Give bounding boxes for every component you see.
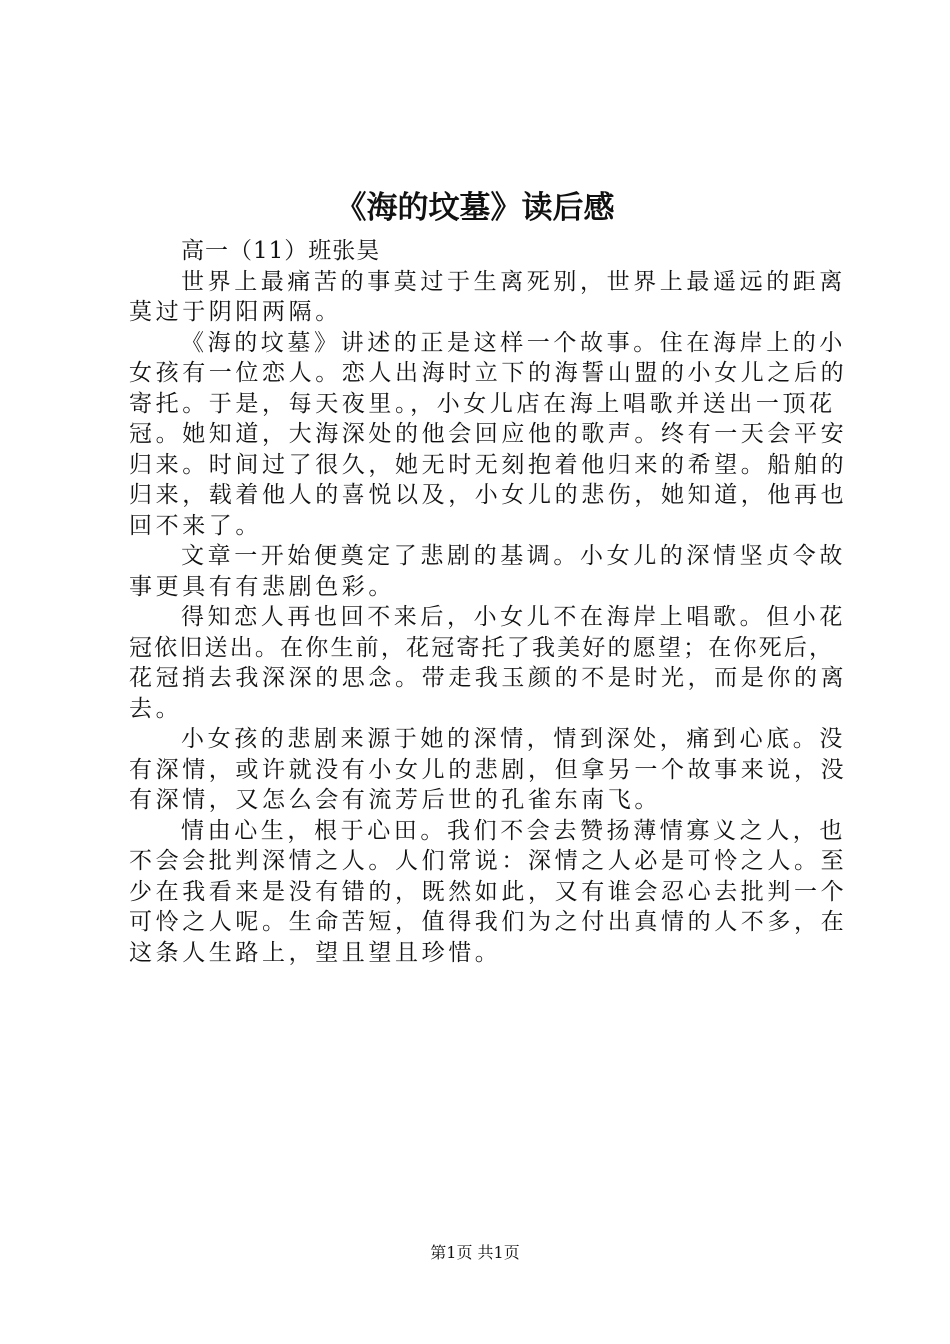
paragraph-line: 世界上最痛苦的事莫过于生离死别，世界上最遥远的距离 xyxy=(181,268,846,295)
paragraph-line: 冠依旧送出。在你生前，花冠寄托了我美好的愿望；在你死后， xyxy=(129,634,832,661)
paragraph-line: 有深情，又怎么会有流芳后世的孔雀东南飞。 xyxy=(129,787,661,813)
paragraph-line: 女孩有一位恋人。恋人出海时立下的海誓山盟的小女儿之后的 xyxy=(129,360,848,386)
paragraph xyxy=(129,724,848,816)
paragraph-line: 寄托。于是，每天夜里。，小女儿店在海上唱歌并送出一顶花 xyxy=(129,390,836,417)
paragraph xyxy=(129,328,848,542)
paragraph xyxy=(129,267,846,328)
paragraph-line: 《海的坟墓》讲述的正是这样一个故事。住在海岸上的小 xyxy=(181,329,846,356)
paragraph-line: 去。 xyxy=(129,695,183,722)
paragraph-line: 归来。时间过了很久，她无时无刻抱着他归来的希望。船舶的 xyxy=(129,451,848,478)
paragraph xyxy=(129,602,848,724)
paragraph-line: 情由心生，根于心田。我们不会去赞扬薄情寡义之人，也 xyxy=(181,817,846,844)
paragraph xyxy=(129,541,846,602)
page-number-footer: 第1页 共1页 xyxy=(430,1243,520,1262)
paragraph-line: 这条人生路上，望且望且珍惜。 xyxy=(129,939,502,966)
paragraph-line: 有深情，或许就没有小女儿的悲剧，但拿另一个故事来说，没 xyxy=(129,756,848,783)
paragraph-line: 文章一开始便奠定了悲剧的基调。小女儿的深情坚贞令故 xyxy=(181,543,846,569)
paragraph-line: 可怜之人呢。生命苦短，值得我们为之付出真情的人不多，在 xyxy=(129,909,848,935)
paragraph xyxy=(129,816,848,969)
paragraph-line: 得知恋人再也回不来后，小女儿不在海岸上唱歌。但小花 xyxy=(181,604,846,630)
document-body xyxy=(129,236,848,968)
document-title: 《海的坟墓》读后感 xyxy=(335,190,615,226)
paragraph-line: 归来，载着他人的喜悦以及，小女儿的悲伤，她知道，他再也 xyxy=(129,482,848,508)
paragraph-line: 事更具有有悲剧色彩。 xyxy=(129,573,395,600)
paragraph-line: 花冠捎去我深深的思念。带走我玉颜的不是时光，而是你的离 xyxy=(129,665,848,691)
author-line: 高一（11）班张昊 xyxy=(181,238,381,264)
paragraph-line: 莫过于阴阳两隔。 xyxy=(129,299,342,325)
paragraph-line: 小女孩的悲剧来源于她的深情，情到深处，痛到心底。没 xyxy=(181,726,846,752)
paragraph-line: 不会会批判深情之人。人们常说：深情之人必是可怜之人。至 xyxy=(129,848,848,874)
paragraph-line: 回不来了。 xyxy=(129,512,262,539)
paragraph-line: 少在我看来是没有错的，既然如此，又有谁会忍心去批判一个 xyxy=(129,878,848,905)
paragraph-line: 冠。她知道，大海深处的他会回应他的歌声。终有一天会平安 xyxy=(129,421,848,447)
